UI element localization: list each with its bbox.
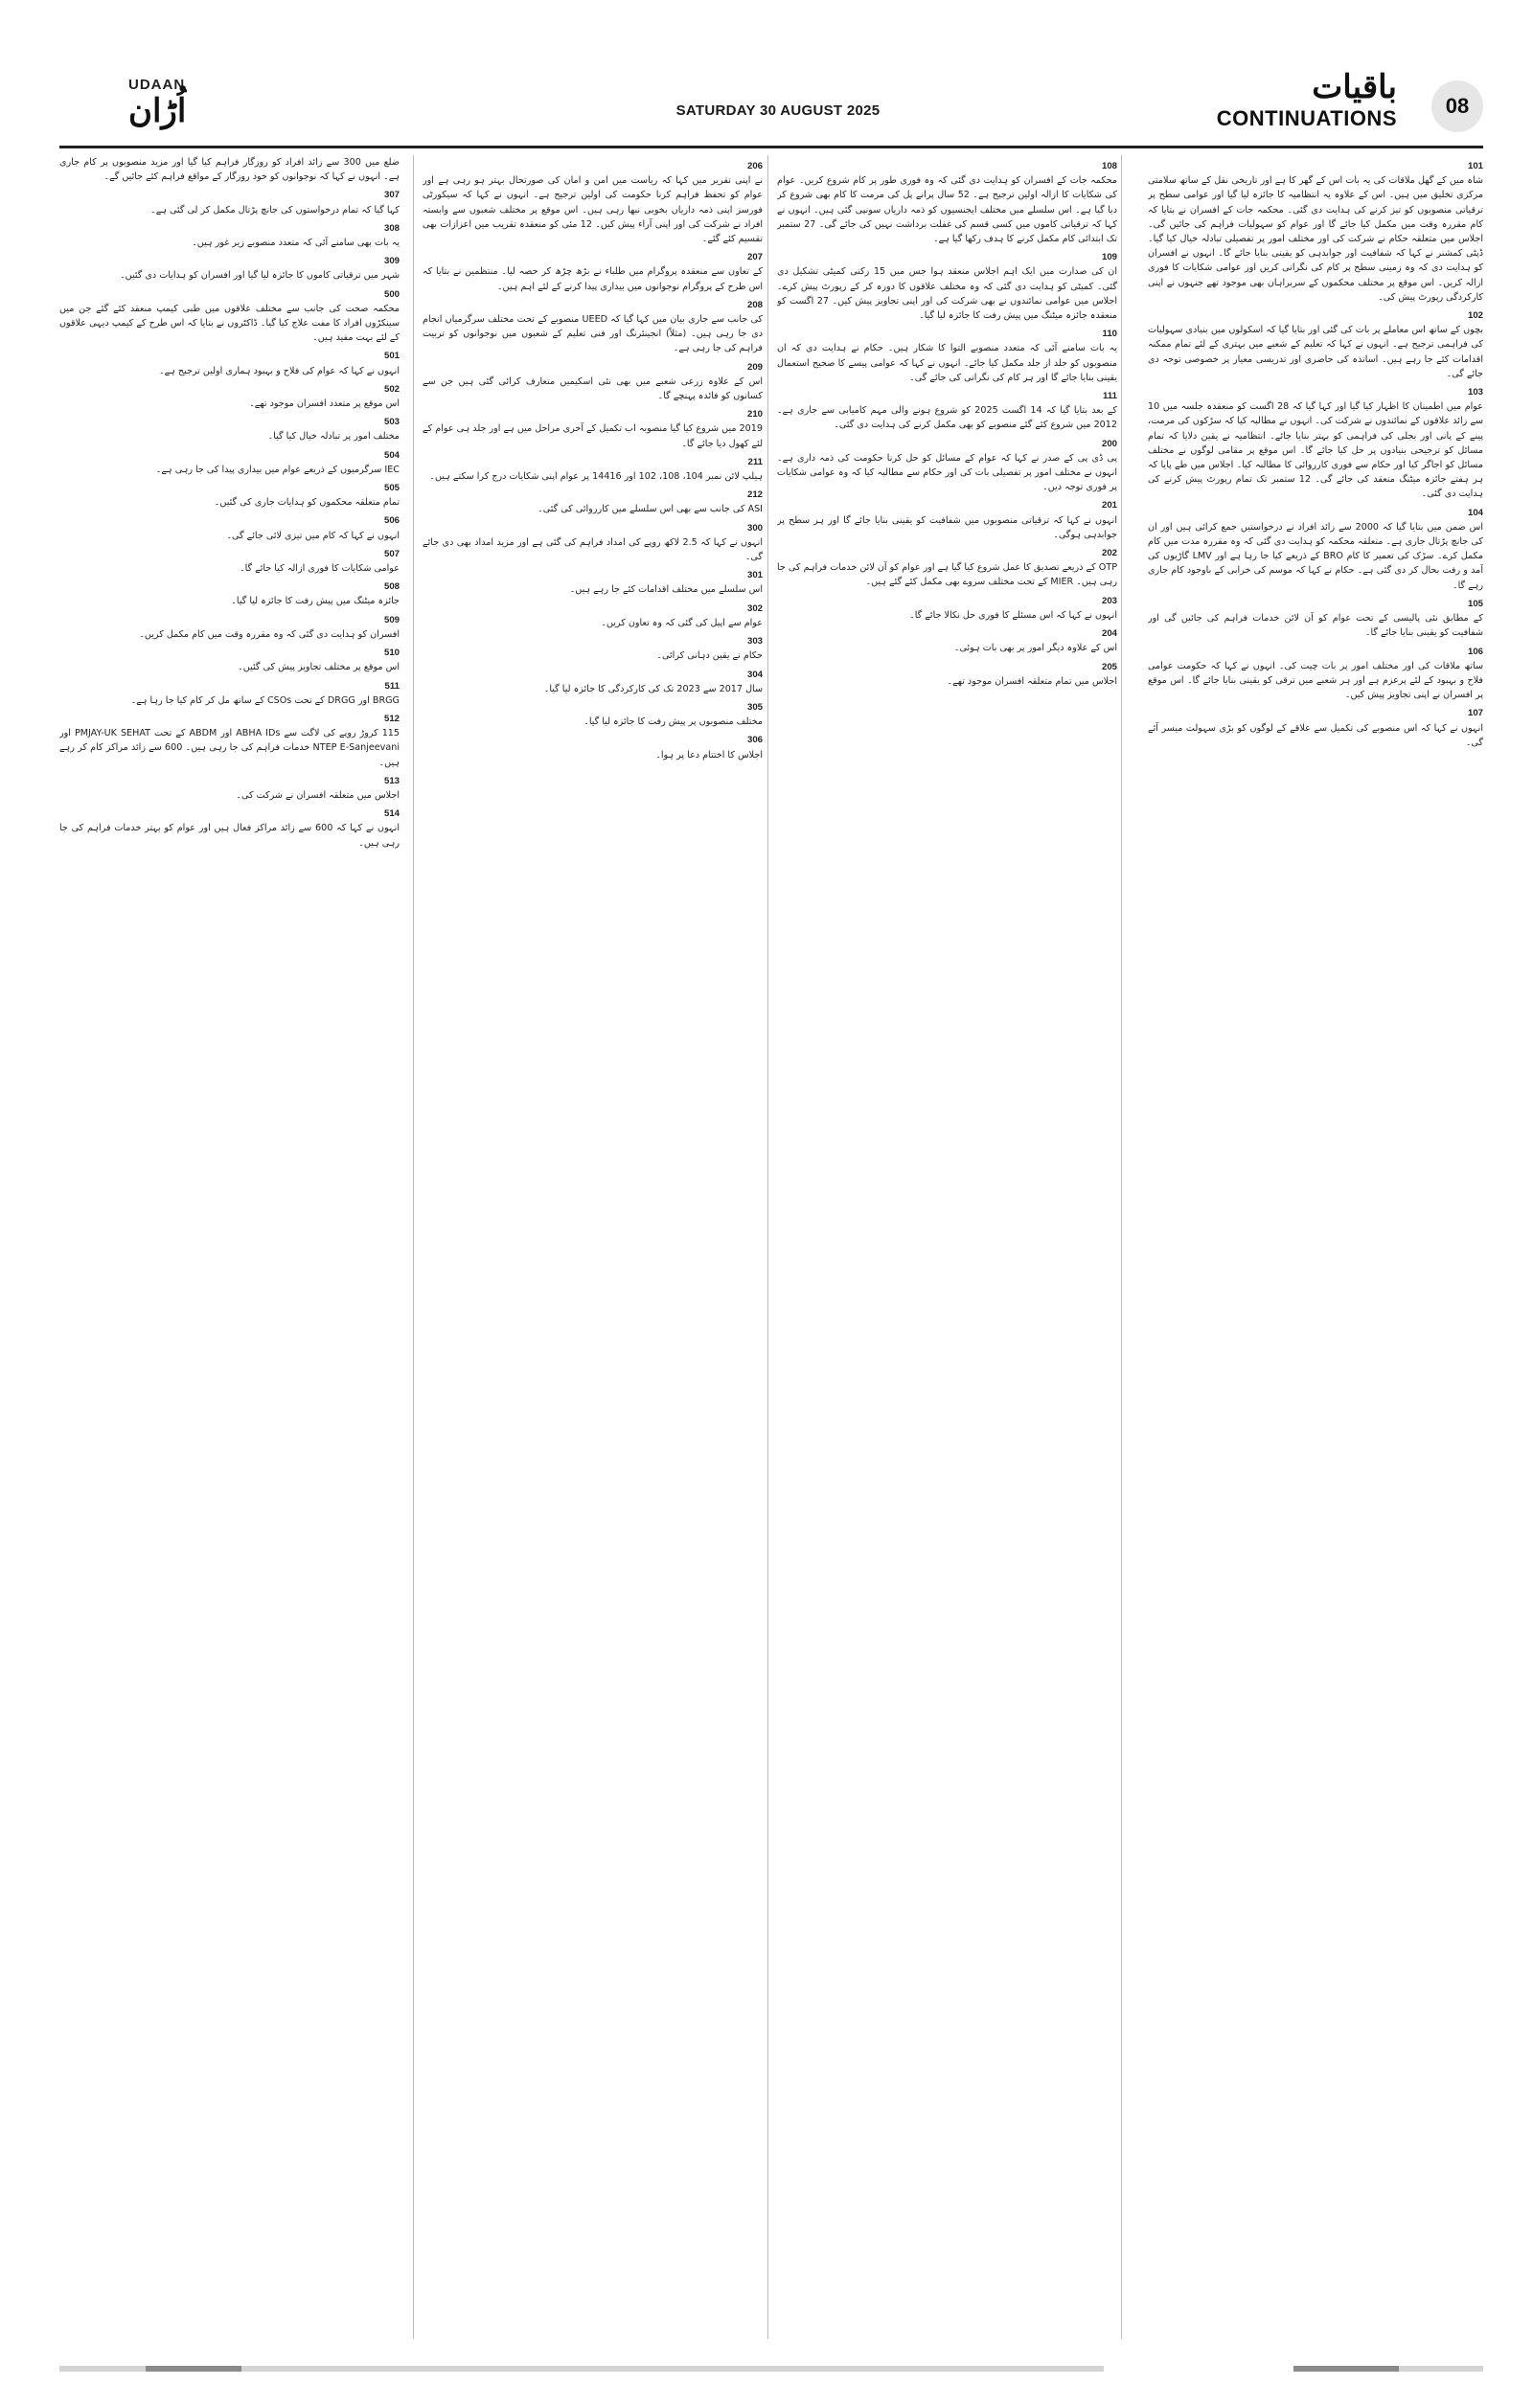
- continuation-number: 200: [1101, 438, 1117, 449]
- continuation-number: 212: [746, 489, 763, 501]
- continuation-text: اس سلسلے میں مختلف اقدامات کئے جا رہے ہیں۔: [569, 584, 763, 596]
- continuation-text: IEC سرگرمیوں کے ذریعے عوام میں بیداری پیدا کی جا رہی ہے۔: [155, 464, 400, 475]
- footer-bar-right-accent: [1293, 2366, 1399, 2372]
- continuation-number: 208: [746, 299, 763, 310]
- text-column-1: [1148, 155, 1483, 2339]
- masthead-rule: [59, 146, 1483, 148]
- continuation-text: ASI کی جانب سے بھی اس سلسلے میں کارروائی کی گئی۔: [538, 504, 763, 515]
- continuation-number: 506: [383, 515, 400, 527]
- continuation-text: افسران کو ہدایت دی گئی کہ وہ مقررہ وقت میں کام مکمل کریں۔: [139, 628, 400, 640]
- continuation-number: 110: [1102, 329, 1117, 340]
- continuation-text: یہ بات بھی سامنے آئی کہ متعدد منصوبے زیر غور ہیں۔: [192, 238, 400, 249]
- continuation-text: شہر میں ترقیاتی کاموں کا جائزہ لیا گیا اور افسران کو ہدایات دی گئیں۔: [120, 270, 400, 282]
- continuation-text: انہوں نے کہا کہ 600 سے زائد مراکز فعال ہیں اور عوام کو بہتر خدمات فراہم کی جا رہی ہیں۔: [59, 823, 400, 849]
- continuation-text: کے تعاون سے منعقدہ پروگرام میں طلباء نے بڑھ چڑھ کر حصہ لیا۔ منتظمین نے بتایا کہ اس طرح کے پروگرام نوجوانوں میں بیداری پیدا کرنے کے لئے اہم ہیں۔: [423, 266, 763, 292]
- continuation-number: 306: [746, 735, 763, 746]
- brand-name-english: UDAAN: [128, 77, 186, 93]
- continuation-text: پی ڈی پی کے صدر نے کہا کہ عوام کے مسائل کو حل کرنا حکومت کی ذمہ داری ہے۔ انہوں نے مختلف امور پر تفصیلی بات کی اور حکام سے مطالبہ کیا کہ وہ عوامی شکایات پر فوری توجہ دیں۔: [777, 452, 1117, 493]
- continuation-number: 102: [1467, 310, 1483, 322]
- continuation-text: کہا گیا کہ تمام درخواستوں کی جانچ پڑتال مکمل کر لی گئی ہے۔: [150, 204, 400, 216]
- continuation-text: جائزہ میٹنگ میں پیش رفت کا جائزہ لیا گیا۔: [231, 596, 400, 607]
- footer-bar-left: [59, 2366, 146, 2372]
- continuation-text: اس ضمن میں بتایا گیا کہ 2000 سے زائد افراد نے درخواستیں جمع کرائی ہیں اور ان کی جانچ پڑتال جاری ہے۔ متعلقہ محکمہ کو ہدایت دی گئی کہ وہ مقررہ مدت میں کام مکمل کرے۔ سڑک کی تعمیر کا کام BRO کے ذریعے کیا جا رہا ہے اور LMV گاڑیوں کی آمد و رفت بحال کر دی گئی ہے۔ حکام نے کہا کہ موسم کی خرابی کے باوجود کام جاری رہے گا۔: [1148, 521, 1483, 591]
- continuation-number: 205: [1101, 661, 1117, 672]
- continuation-text: سال 2017 سے 2023 تک کی کارکردگی کا جائزہ لیا گیا۔: [543, 683, 763, 694]
- footer-bar-right: [1399, 2366, 1483, 2372]
- continuation-number: 510: [383, 647, 400, 659]
- continuation-text: BRGG اور DRGG کے تحت CSOs کے ساتھ مل کر کام کیا جا رہا ہے۔: [130, 694, 400, 706]
- section-block: [1186, 67, 1397, 130]
- continuations-body: [59, 155, 1483, 2339]
- text-column-3: [423, 155, 763, 2339]
- continuation-text: عوامی شکایات کا فوری ازالہ کیا جائے گا۔: [239, 563, 400, 575]
- continuation-text: انہوں نے کہا کہ کام میں تیزی لائی جائے گی۔: [226, 530, 400, 541]
- continuation-number: 504: [383, 449, 400, 461]
- continuation-number: 509: [383, 614, 400, 625]
- continuation-number: 502: [383, 383, 400, 395]
- continuation-number: 210: [746, 409, 763, 420]
- continuation-text: انہوں نے کہا کہ اس منصوبے کی تکمیل سے علاقے کے لوگوں کو بڑی سہولت میسر آئے گی۔: [1148, 722, 1483, 748]
- continuation-text: بچوں کے ساتھ اس معاملے پر بات کی گئی اور بتایا گیا کہ اسکولوں میں بنیادی سہولیات کی فراہمی ترجیح ہے۔ انہوں نے کہا کہ تعلیم کے شعبے میں بہتری کے لئے تمام ممکنہ اقدامات کئے جا رہے ہیں۔ اساتذہ کی حاضری اور تدریسی معیار پر خصوصی توجہ دی جائے گی۔: [1148, 325, 1483, 379]
- continuation-number: 206: [746, 161, 763, 171]
- continuation-number: 203: [1101, 595, 1117, 606]
- continuation-number: 204: [1101, 628, 1117, 640]
- continuation-text: محکمہ جات کے افسران کو ہدایت دی گئی کہ وہ فوری طور پر کام شروع کریں۔ عوام کی شکایات کا ازالہ اولین ترجیح ہے۔ 52 سال پرانے پل کی مرمت کا کام بھی شروع کر دیا گیا ہے۔ اس سلسلے میں مختلف ایجنسیوں کو ذمہ داریاں سونپی گئی ہیں۔ انہوں نے کہا کہ ترقیاتی کاموں میں کسی قسم کی غفلت برداشت نہیں کی جائے گی۔ 27 ستمبر تک ابتدائی کام مکمل کرنے کا ہدف رکھا گیا ہے۔: [777, 175, 1117, 245]
- continuation-text: کے بعد بتایا گیا کہ 14 اگست 2025 کو شروع ہونے والی مہم کامیابی سے جاری ہے۔ 2012 میں شروع کئے گئے منصوبے کو بھی مکمل کرنے کی ہدایت دی گئی۔: [777, 405, 1117, 431]
- continuation-text: انہوں نے کہا کہ اس مسئلے کا فوری حل نکالا جائے گا۔: [909, 609, 1117, 621]
- continuation-text: کی جانب سے جاری بیان میں کہا گیا کہ UEED منصوبے کے تحت مختلف سرگرمیاں انجام دی جا رہی ہیں۔ (مثلاً) انجینئرنگ اور فنی تعلیم کے شعبوں میں نوجوانوں کو تربیت فراہم کی جا رہی ہے۔: [423, 314, 763, 354]
- continuation-number: 514: [383, 808, 400, 820]
- continuation-number: 301: [746, 570, 763, 581]
- continuation-text: OTP کے ذریعے تصدیق کا عمل شروع کیا گیا ہے اور عوام کو آن لائن خدمات فراہم کی جا رہی ہیں۔ MIER کے تحت مختلف سروے بھی مکمل کئے گئے ہیں۔: [777, 562, 1117, 588]
- text-column-4: [59, 155, 400, 2339]
- continuation-text: محکمہ صحت کی جانب سے مختلف علاقوں میں طبی کیمپ منعقد کئے گئے جن میں سینکڑوں افراد کا مفت علاج کیا گیا۔ ڈاکٹروں نے بتایا کہ اس طرح کے کیمپ دیہی علاقوں کے لئے بہت مفید ہیں۔: [59, 303, 400, 344]
- continuation-text: عوام میں اطمینان کا اظہار کیا گیا اور کہا گیا کہ 28 اگست کو منعقدہ جلسہ میں 10 سے زائد علاقوں کے نمائندوں نے شرکت کی۔ انہوں نے مطالبہ کیا کہ سڑکوں کی مرمت، پینے کے پانی اور بجلی کی فراہمی کو بہتر بنایا جائے۔ انتظامیہ نے یقین دلایا کہ تمام مسائل کو ترجیحی بنیادوں پر حل کیا جائے گا۔ اس موقع پر مقامی لوگوں نے مختلف مسائل کو اجاگر کیا اور حکام سے فوری کارروائی کا مطالبہ کیا۔ اجلاس میں طے پایا کہ ہر ہفتے جائزہ میٹنگ منعقد کی جائے گی۔ 12 ستمبر تک تمام رپورٹ پیش کرنے کی ہدایت دی گئی۔: [1148, 401, 1483, 500]
- continuation-number: 309: [383, 256, 400, 267]
- continuation-text: مختلف منصوبوں پر پیش رفت کا جائزہ لیا گیا۔: [583, 716, 763, 728]
- continuation-number: 107: [1467, 708, 1483, 719]
- continuation-text: اس کے علاوہ دیگر امور پر بھی بات ہوئی۔: [953, 643, 1117, 654]
- section-title-english: CONTINUATIONS: [1216, 106, 1397, 130]
- page-number-badge: 08: [1431, 80, 1483, 132]
- masthead: [59, 67, 1483, 144]
- continuation-text: ہیلپ لائن نمبر 104، 108، 102 اور 14416 پر عوام اپنی شکایات درج کرا سکتے ہیں۔: [429, 471, 763, 483]
- continuation-number: 505: [383, 483, 400, 494]
- continuation-number: 109: [1101, 252, 1117, 263]
- continuation-number: 308: [383, 222, 400, 234]
- issue-date: SATURDAY 30 AUGUST 2025: [675, 102, 881, 119]
- brand-name-urdu: اُڑان: [128, 92, 187, 130]
- continuation-number: 513: [383, 775, 400, 786]
- continuation-text: اس کے علاوہ زرعی شعبے میں بھی نئی اسکیمیں متعارف کرائی گئی ہیں جن سے کسانوں کو فائدہ پہنچے گا۔: [423, 375, 763, 402]
- continuation-number: 106: [1467, 646, 1483, 657]
- continuation-number: 105: [1467, 598, 1483, 609]
- footer-bar-left-accent: [146, 2366, 241, 2372]
- continuation-text: حکام نے یقین دہانی کرائی۔: [656, 650, 763, 662]
- text-column-2: [777, 155, 1117, 2339]
- continuation-number: 101: [1467, 161, 1483, 171]
- continuation-text: کے مطابق نئی پالیسی کے تحت عوام کو آن لائن خدمات فراہم کی جائیں گی اور شفافیت کو یقینی بنایا جائے گا۔: [1148, 613, 1483, 639]
- continuation-text: اجلاس کا اختتام دعا پر ہوا۔: [655, 749, 763, 761]
- continuation-text: اجلاس میں تمام متعلقہ افسران موجود تھے۔: [947, 675, 1117, 687]
- continuation-number: 305: [746, 701, 763, 713]
- continuation-text: اس موقع پر مختلف تجاویز پیش کی گئیں۔: [238, 662, 400, 673]
- continuation-number: 503: [383, 417, 400, 428]
- continuation-text: انہوں نے کہا کہ 2.5 لاکھ روپے کی امداد فراہم کی گئی ہے اور مزید امداد بھی دی جائے گی۔: [423, 536, 763, 563]
- continuation-number: 202: [1101, 548, 1117, 559]
- continuation-number: 511: [384, 680, 400, 692]
- continuation-text: مختلف امور پر تبادلہ خیال کیا گیا۔: [267, 431, 400, 443]
- continuation-text: شاہ میں کے گھل ملاقات کی یہ بات اس کے گھر کا ہے اور تاریخی نقل کے ساتھ سلامتی مرکزی تخلیق میں ہیں۔ اس کے علاوہ یہ انتظامیہ کا جائزہ لیا گیا اور عوامی سطح پر ترقیاتی منصوبوں کو تیز کرنے کی ہدایت دی گئی۔ محکمہ جات کے افسران نے بتایا کہ کام مقررہ وقت میں مکمل کیا جائے گا اور عوام کو سہولیات فراہم کی جائیں گی۔ اجلاس میں متعلقہ حکام نے شرکت کی اور مختلف امور پر تفصیلی تبادلہ خیال کیا گیا۔ ڈپٹی کمشنر نے کہا کہ شفافیت اور جوابدہی کو یقینی بنایا جائے گا۔ انہوں نے افسران کو ہدایت دی کہ وہ زمینی سطح پر کام کی نگرانی کریں اور عوامی شکایات کا فوری ازالہ کریں۔ اس موقع پر مختلف محکموں کے سربراہان بھی موجود تھے جنہوں نے اپنی کارکردگی رپورٹ پیش کی۔: [1148, 175, 1483, 303]
- continuation-number: 108: [1101, 161, 1117, 171]
- continuation-text: ضلع میں 300 سے زائد افراد کو روزگار فراہم کیا گیا اور مزید منصوبوں پر کام جاری ہے۔ انہوں نے کہا کہ نوجوانوں کو خود روزگار کے مواقع فراہم کئے جائیں گے۔: [59, 157, 400, 183]
- continuation-text: انہوں نے کہا کہ ترقیاتی منصوبوں میں شفافیت کو یقینی بنایا جائے گا اور ہر سطح پر جوابدہی ہوگی۔: [777, 514, 1117, 540]
- footer-bar-middle: [241, 2366, 1104, 2372]
- continuation-number: 512: [383, 713, 400, 724]
- continuation-number: 111: [1103, 391, 1117, 402]
- continuation-number: 207: [746, 252, 763, 263]
- continuation-number: 209: [746, 361, 763, 373]
- continuation-text: انہوں نے کہا کہ عوام کی فلاح و بہبود ہماری اولین ترجیح ہے۔: [158, 365, 400, 376]
- continuation-text: نے اپنی تقریر میں کہا کہ ریاست میں امن و امان کی صورتحال بہتر ہو رہی ہے اور عوام کو تحفظ فراہم کرنا حکومت کی اولین ترجیح ہے۔ انہوں نے کہا کہ سیکورٹی فورسز اپنی ذمہ داریاں بخوبی نبھا رہی ہیں۔ اس موقع پر مختلف شعبوں سے وابستہ افراد نے شرکت کی اور اپنی آراء پیش کیں۔ 12 مئی کو منعقدہ تقریب میں اعزازات بھی تقسیم کئے گئے۔: [423, 175, 763, 245]
- continuation-number: 508: [383, 581, 400, 593]
- brand-block: [128, 77, 243, 129]
- continuation-number: 104: [1467, 507, 1483, 518]
- continuation-number: 501: [383, 351, 400, 362]
- continuation-number: 303: [746, 636, 763, 647]
- continuation-number: 103: [1467, 387, 1483, 398]
- section-title-urdu: باقیات: [1312, 68, 1397, 106]
- continuation-number: 211: [747, 456, 763, 467]
- continuation-text: 2019 میں شروع کیا گیا منصوبہ اب تکمیل کے آخری مراحل میں ہے اور جلد ہی عوام کے لئے کھول دیا جائے گا۔: [423, 423, 763, 449]
- continuation-number: 304: [746, 669, 763, 680]
- continuation-text: عوام سے اپیل کی گئی کہ وہ تعاون کریں۔: [601, 617, 763, 628]
- continuation-text: 115 کروڑ روپے کی لاگت سے ABHA IDs اور ABDM کے تحت PMJAY-UK SEHAT اور NTEP E-Sanjeevani خدمات فراہم کی جا رہی ہیں۔ 600 سے زائد مراکز کام کر رہے ہیں۔: [59, 728, 400, 768]
- continuation-number: 201: [1101, 500, 1117, 511]
- continuation-text: اجلاس میں متعلقہ افسران نے شرکت کی۔: [236, 789, 400, 801]
- continuation-text: ساتھ ملاقات کی اور مختلف امور پر بات چیت کی۔ انہوں نے کہا کہ حکومت عوامی فلاح و بہبود کے لئے پرعزم ہے اور ہر شعبے میں ترقی کو یقینی بنایا جائے گا۔ اس موقع پر افسران نے اپنی تجاویز پیش کیں۔: [1148, 660, 1483, 701]
- continuation-text: تمام متعلقہ محکموں کو ہدایات جاری کی گئیں۔: [214, 497, 400, 509]
- continuation-text: اس موقع پر متعدد افسران موجود تھے۔: [249, 398, 400, 410]
- continuation-number: 300: [746, 522, 763, 534]
- continuation-text: یہ بات سامنے آئی کہ متعدد منصوبے التوا کا شکار ہیں۔ حکام نے ہدایت دی کہ ان منصوبوں کو جلد از جلد مکمل کیا جائے۔ انہوں نے کہا کہ عوامی پیسے کا صحیح استعمال یقینی بنایا جائے گا اور ہر کام کی نگرانی کی جائے گی۔: [777, 343, 1117, 383]
- continuation-number: 507: [383, 548, 400, 559]
- continuation-number: 302: [746, 602, 763, 614]
- continuation-text: ان کی صدارت میں ایک اہم اجلاس منعقد ہوا جس میں 15 رکنی کمیٹی تشکیل دی گئی۔ کمیٹی کو ہدایت دی گئی کہ وہ مختلف علاقوں کا دورہ کر کے رپورٹ پیش کرے۔ اجلاس میں عوامی نمائندوں نے بھی شرکت کی اور اپنی تجاویز پیش کیں۔ 27 اگست کو منعقدہ جائزہ میٹنگ میں پیش رفت کا جائزہ لیا گیا۔: [777, 266, 1117, 322]
- continuation-number: 500: [383, 288, 400, 300]
- continuation-number: 307: [383, 190, 400, 201]
